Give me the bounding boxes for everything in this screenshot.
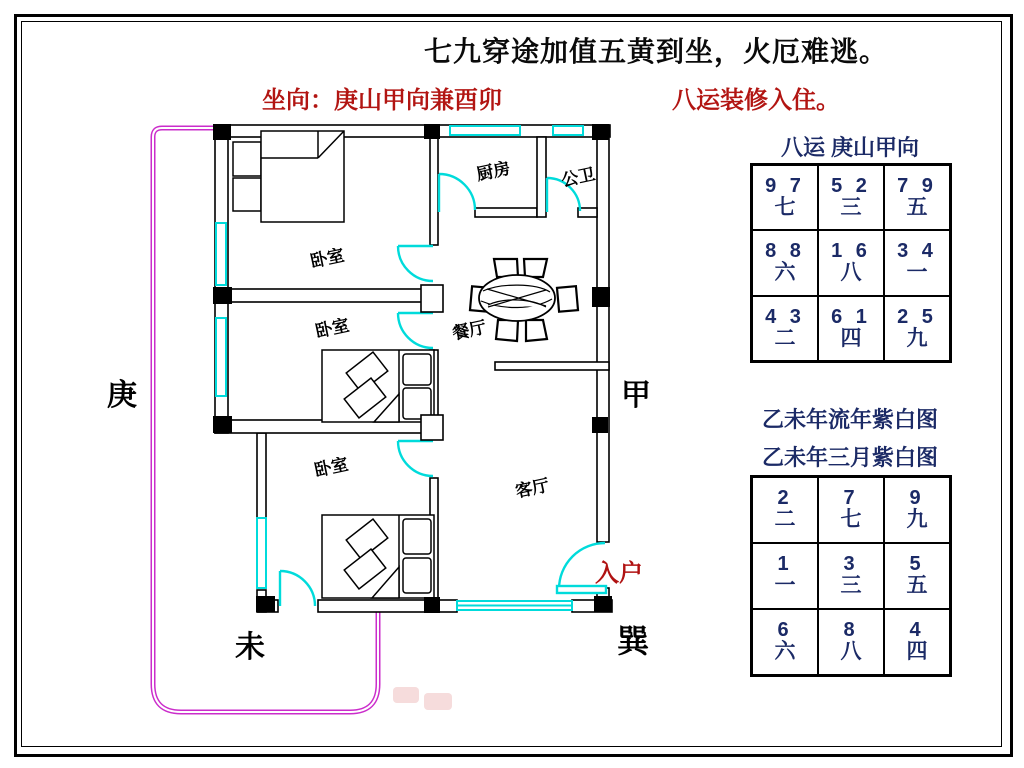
- year-grid-cell: 3 三: [818, 543, 884, 609]
- bedroom1-door: [398, 246, 433, 281]
- year-grid: [750, 475, 952, 677]
- wall-bedroom3-left-upper: [257, 433, 266, 520]
- column: [256, 596, 275, 612]
- compass-label-wei: 未: [235, 631, 265, 664]
- palace-grid-cell: 2 5 九: [884, 296, 950, 361]
- wall-inner-vertical-a: [430, 137, 438, 245]
- year-grid-cell: 6 六: [752, 609, 818, 675]
- window-top-bath: [553, 126, 583, 135]
- wall-right-upper: [597, 125, 609, 542]
- palace-grid-cell: 1 6 八: [818, 230, 884, 295]
- window-left-bedroom3: [257, 518, 266, 588]
- room-label-kitchen: 厨房: [474, 158, 513, 185]
- column: [424, 597, 440, 613]
- bedroom2-door: [398, 313, 433, 348]
- page-title: 七九穿途加值五黄到坐，火厄难逃。: [424, 36, 889, 67]
- year-grid-cell: 5 五: [884, 543, 950, 609]
- room-label-bedroom-1: 卧室: [308, 245, 347, 272]
- bedroom3-south-door: [280, 571, 315, 606]
- palace-grid-cell: 9 7 七: [752, 165, 818, 230]
- window-left-bedroom1: [216, 223, 226, 285]
- year-grid-cell: 1 一: [752, 543, 818, 609]
- column: [213, 124, 231, 140]
- bedroom3-bed: [322, 515, 434, 598]
- column: [213, 416, 232, 433]
- compass-label-xun: 巽: [617, 623, 650, 659]
- palace-grid-cell: 7 9 五: [884, 165, 950, 230]
- wall-dining-living-stub: [495, 362, 609, 370]
- window-left-bedroom2: [216, 318, 226, 396]
- palace-grid-cell: 4 3 二: [752, 296, 818, 361]
- wall-kitchen-bath-divider: [537, 137, 546, 217]
- column: [592, 287, 610, 307]
- compass-label-geng: 庚: [107, 379, 137, 412]
- year-grid-cell: 4 四: [884, 609, 950, 675]
- room-label-dining: 餐厅: [450, 317, 489, 344]
- room-label-bedroom-2: 卧室: [313, 315, 352, 342]
- palace-grid-cell: 3 4 一: [884, 230, 950, 295]
- column: [213, 287, 232, 304]
- wall-bedroom-divider-1: [228, 289, 423, 302]
- year-grid-cell: 9 九: [884, 477, 950, 543]
- room-label-living: 客厅: [513, 475, 552, 502]
- pier: [421, 285, 443, 312]
- bedroom1-bed: [233, 131, 344, 222]
- wall-kitchen-bottom: [475, 208, 537, 217]
- palace-grid-cell: 5 2 三: [818, 165, 884, 230]
- entry-label: 入户: [595, 560, 643, 587]
- column: [592, 417, 608, 433]
- year-grid-title-2: 乙未年三月紫白图: [761, 445, 938, 470]
- year-grid-cell: 2 二: [752, 477, 818, 543]
- year-grid-cell: 8 八: [818, 609, 884, 675]
- room-label-bedroom-3: 卧室: [312, 454, 351, 481]
- bedroom3-door: [398, 441, 433, 476]
- pier: [421, 415, 443, 440]
- watermark-remnant: [393, 687, 452, 710]
- kitchen-door: [439, 174, 475, 212]
- palace-grid-cell: 6 1 四: [818, 296, 884, 361]
- year-grid-cell: 7 七: [818, 477, 884, 543]
- palace-grid-title: 八运 庚山甲向: [780, 135, 920, 160]
- room-label-bathroom: 公卫: [559, 164, 598, 191]
- bedroom2-bed: [322, 350, 434, 422]
- renovation-note-label: 八运装修入住。: [672, 87, 840, 114]
- column: [594, 596, 612, 612]
- palace-grid-cell: 8 8 六: [752, 230, 818, 295]
- window-top-kitchen: [450, 126, 520, 135]
- year-grid-title-1: 乙未年流年紫白图: [761, 407, 938, 432]
- column: [424, 124, 440, 139]
- palace-grid: [750, 163, 952, 363]
- column: [592, 124, 609, 140]
- compass-label-jia: 甲: [621, 379, 651, 412]
- sitting-direction-label: 坐向：庚山甲向兼酉卯: [262, 87, 502, 114]
